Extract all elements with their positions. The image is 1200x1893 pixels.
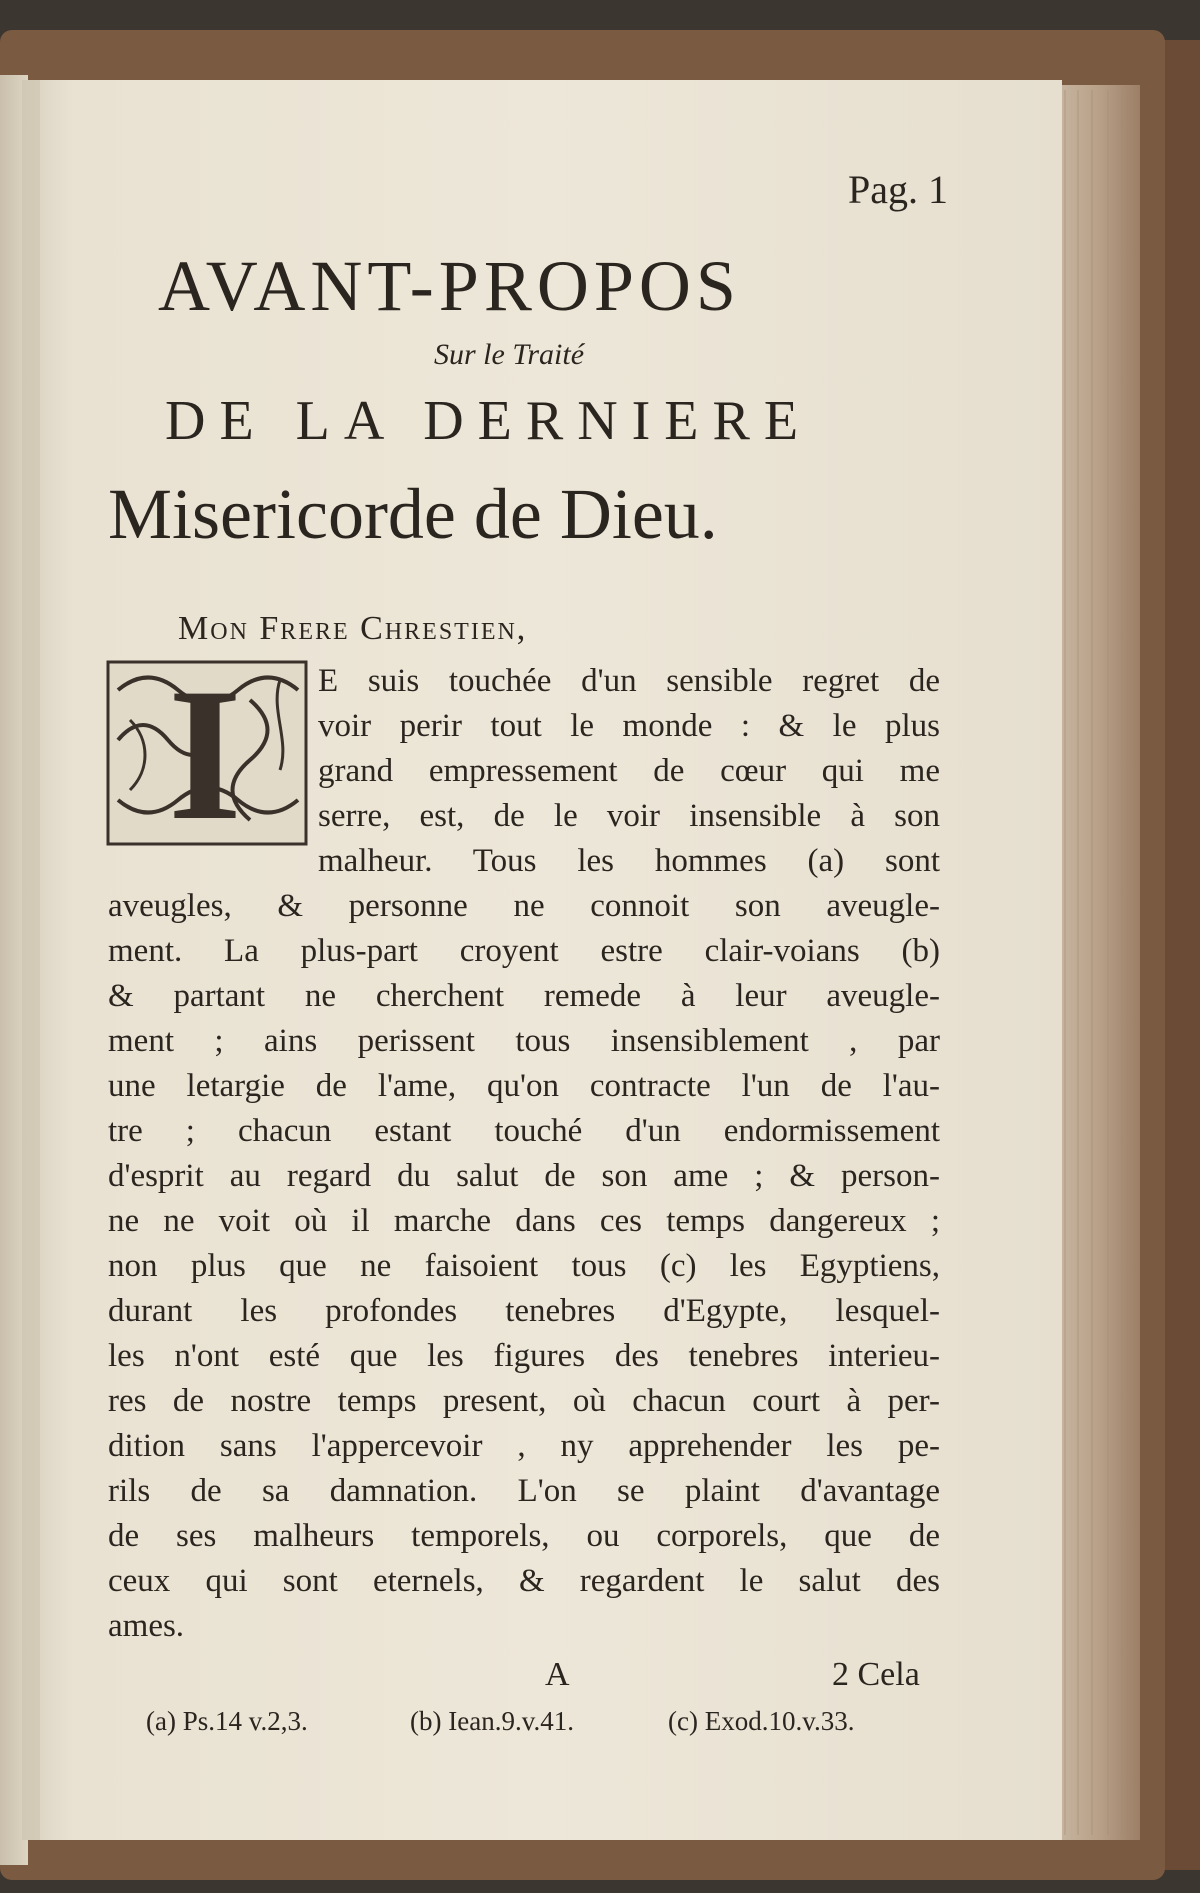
body-line-16: les n'ont esté que les figures des tenebres interieu- [108,1338,940,1374]
subtitle-script: Misericorde de Dieu. [108,474,718,554]
salutation: Mon Frere Chrestien, [178,610,528,647]
body-line-17: res de nostre temps present, où chacun court à per- [108,1383,940,1419]
body-line-4: serre, est, de le voir insensible à son [318,798,940,834]
subtitle-large: DE LA DERNIERE [165,390,813,452]
footnote-a: (a) Ps.14 v.2,3. [146,1706,308,1736]
page-title: AVANT-PROPOS [158,246,741,326]
body-line-20: de ses malheurs temporels, ou corporels, que de [108,1518,940,1554]
body-line-11: tre ; chacun estant touché d'un endormissement [108,1113,940,1149]
body-line-19: rils de sa damnation. L'on se plaint d'avantage [108,1473,940,1509]
signature-mark: A [545,1656,570,1693]
body-line-21: ceux qui sont eternels, & regardent le salut des [108,1563,940,1599]
body-line-18: dition sans l'appercevoir , ny apprehender les pe- [108,1428,940,1464]
body-line-14: non plus que ne faisoient tous (c) les Egyptiens, [108,1248,940,1284]
body-line-12: d'esprit au regard du salut de son ame ; & person- [108,1158,940,1194]
catchword: 2 Cela [832,1656,920,1693]
subtitle-small: Sur le Traité [434,338,585,371]
body-line-8: & partant ne cherchent remede à leur aveugle- [108,978,940,1014]
body-line-6: aveugles, & personne ne connoit son aveugle- [108,888,940,924]
footnote-b: (b) Iean.9.v.41. [410,1706,574,1736]
body-line-7: ment. La plus-part croyent estre clair-voians (b) [108,933,940,969]
body-line-3: grand empressement de cœur qui me [318,753,940,789]
body-line-13: ne ne voit où il marche dans ces temps dangereux ; [108,1203,940,1239]
running-head: Pag. 1 [848,167,948,212]
body-line-9: ment ; ains perissent tous insensiblement , par [108,1023,940,1059]
body-line-22: ames. [108,1608,185,1644]
body-line-2: voir perir tout le monde : & le plus [318,708,940,744]
body-line-15: durant les profondes tenebres d'Egypte, lesquel- [108,1293,940,1329]
body-line-10: une letargie de l'ame, qu'on contracte l'un de l'au- [108,1068,940,1104]
body-line-5: malheur. Tous les hommes (a) sont [318,843,940,879]
body-line-1: E suis touchée d'un sensible regret de [318,663,940,699]
footnote-c: (c) Exod.10.v.33. [668,1706,855,1736]
drop-cap-letter: I [168,650,242,860]
